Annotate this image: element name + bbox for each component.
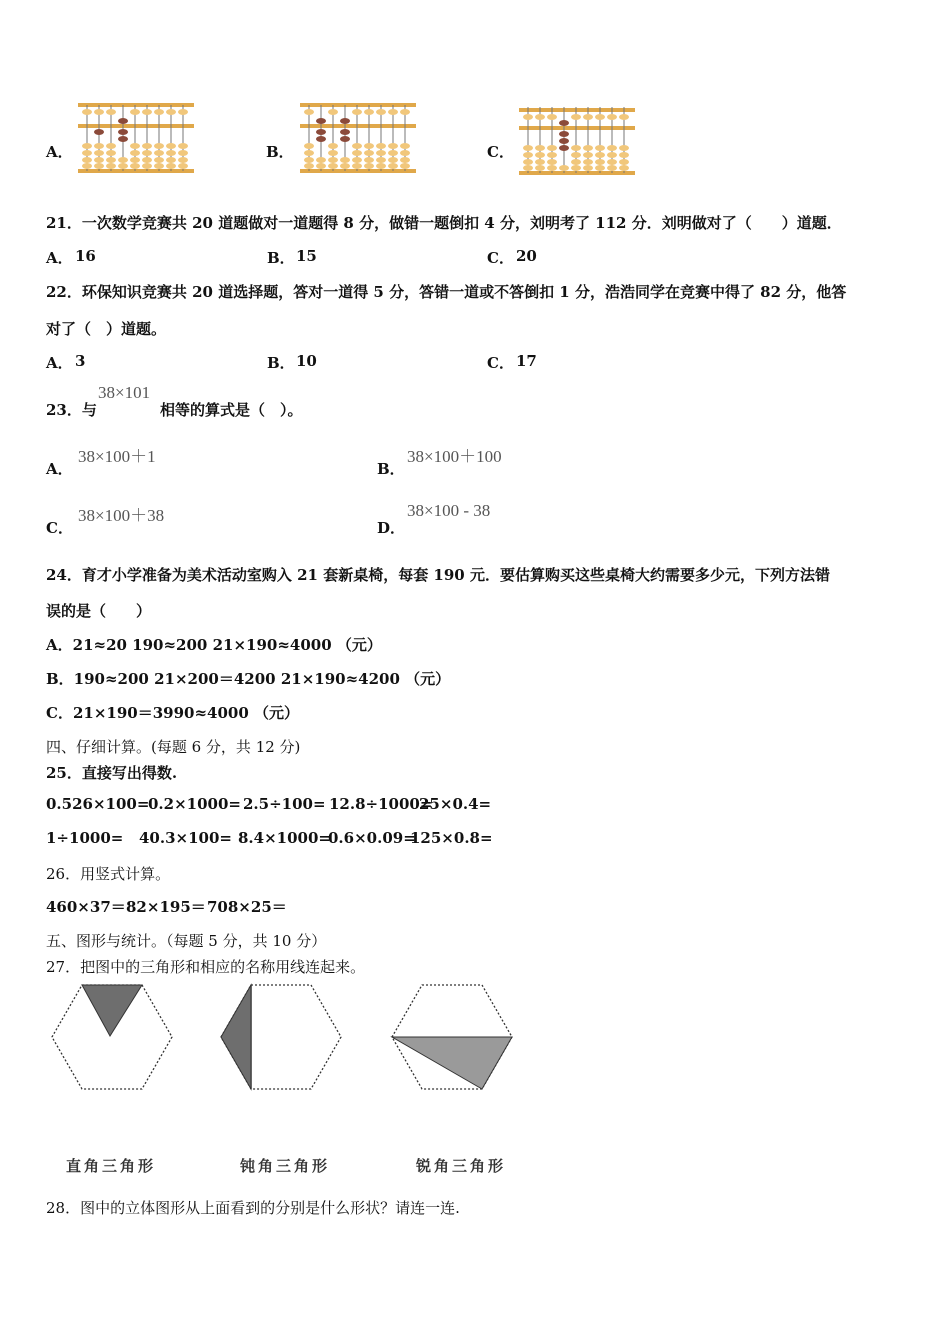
hexagon-figure-2: [219, 983, 343, 1091]
q21-text: 21．一次数学竞赛共 20 道题做对一道题得 8 分，做错一题倒扣 4 分，刘明考了 112 分．刘明做对了（ ）道题．: [46, 214, 842, 232]
label-acute-triangle: 锐角三角形: [416, 1157, 507, 1175]
section-5-title: 五、图形与统计。（每题 5 分，共 10 分）: [46, 932, 327, 950]
q22-option-a-value: 3: [75, 352, 86, 370]
q24-text-line2: 误的是（ ）: [46, 602, 152, 620]
q25-title: 25．直接写出得数.: [46, 764, 178, 782]
q24-option-a: A．21≈20 190≈200 21×190≈4000 （元）: [46, 636, 382, 654]
label-right-triangle: 直角三角形: [66, 1157, 157, 1175]
q25-row2-item2: 40.3×100=: [139, 829, 232, 847]
q23-option-b-letter: B．: [377, 460, 405, 478]
hexagon-figure-3: [390, 983, 514, 1091]
q26-item3: 708×25＝: [207, 898, 287, 916]
q23-option-d-expr: 38×100 - 38: [407, 501, 491, 520]
q25-row1-item4: 12.8÷1000=: [329, 795, 433, 813]
q22-option-a-letter: A．: [46, 354, 73, 372]
q20-option-b-letter: B．: [266, 143, 294, 161]
q22-option-b-value: 10: [296, 352, 317, 370]
q22-text-line2: 对了（ ）道题。: [46, 320, 167, 338]
q25-row1-item5: 25×0.4=: [419, 795, 492, 813]
q23-suffix: 相等的算式是（ ）。: [160, 401, 303, 419]
q22-text-line1: 22．环保知识竞赛共 20 道选择题，答对一道得 5 分，答错一道或不答倒扣 1 分，浩浩同学在竞赛中得了 82 分，他答: [46, 283, 847, 301]
q23-option-c-expr: 38×100＋38: [78, 506, 165, 525]
q21-option-b-letter: B．: [267, 249, 295, 267]
hexagon-figure-1: [50, 983, 174, 1091]
q26-item2: 82×195＝: [126, 898, 206, 916]
q23-expression: 38×101: [98, 383, 151, 402]
q25-row2-item5: 125×0.8=: [410, 829, 493, 847]
q21-option-c-value: 20: [516, 247, 537, 265]
abacus-image-a: [78, 102, 194, 174]
q20-option-a-letter: A．: [46, 143, 73, 161]
q24-text-line1: 24．育才小学准备为美术活动室购入 21 套新桌椅，每套 190 元．要估算购买这些桌椅大约需要多少元，下列方法错: [46, 566, 830, 584]
q21-option-c-letter: C．: [487, 249, 514, 267]
q21-option-b-value: 15: [296, 247, 317, 265]
q20-option-c-letter: C．: [487, 143, 514, 161]
q22-option-c-value: 17: [516, 352, 537, 370]
q28-title: 28．图中的立体图形从上面看到的分别是什么形状？请连一连.: [46, 1199, 460, 1217]
section-4-title: 四、仔细计算。(每题 6 分，共 12 分): [46, 738, 301, 756]
q24-option-b: B．190≈200 21×200＝4200 21×190≈4200 （元）: [46, 670, 451, 688]
q22-option-b-letter: B．: [267, 354, 295, 372]
q23-option-c-letter: C．: [46, 519, 73, 537]
label-obtuse-triangle: 钝角三角形: [240, 1157, 331, 1175]
q23-option-a-expr: 38×100＋1: [78, 447, 156, 466]
q21-option-a-value: 16: [75, 247, 96, 265]
q24-option-c: C．21×190＝3990≈4000 （元）: [46, 704, 299, 722]
abacus-image-b: [300, 102, 416, 174]
q26-title: 26．用竖式计算。: [46, 865, 171, 883]
q25-row1-item3: 2.5÷100=: [243, 795, 326, 813]
q25-row1-item1: 0.526×100=: [46, 795, 150, 813]
q23-option-d-letter: D．: [377, 519, 406, 537]
q21-option-a-letter: A．: [46, 249, 73, 267]
q23-option-b-expr: 38×100＋100: [407, 447, 502, 466]
q25-row1-item2: 0.2×1000=: [148, 795, 241, 813]
q27-title: 27．把图中的三角形和相应的名称用线连起来。: [46, 958, 366, 976]
q22-option-c-letter: C．: [487, 354, 514, 372]
q23-prefix: 23．与: [46, 401, 97, 419]
q25-row2-item4: 0.6×0.09=: [328, 829, 416, 847]
q26-item1: 460×37＝: [46, 898, 126, 916]
abacus-image-c: [519, 104, 635, 176]
q25-row2-item3: 8.4×1000=: [238, 829, 331, 847]
q23-option-a-letter: A．: [46, 460, 73, 478]
q25-row2-item1: 1÷1000=: [46, 829, 124, 847]
